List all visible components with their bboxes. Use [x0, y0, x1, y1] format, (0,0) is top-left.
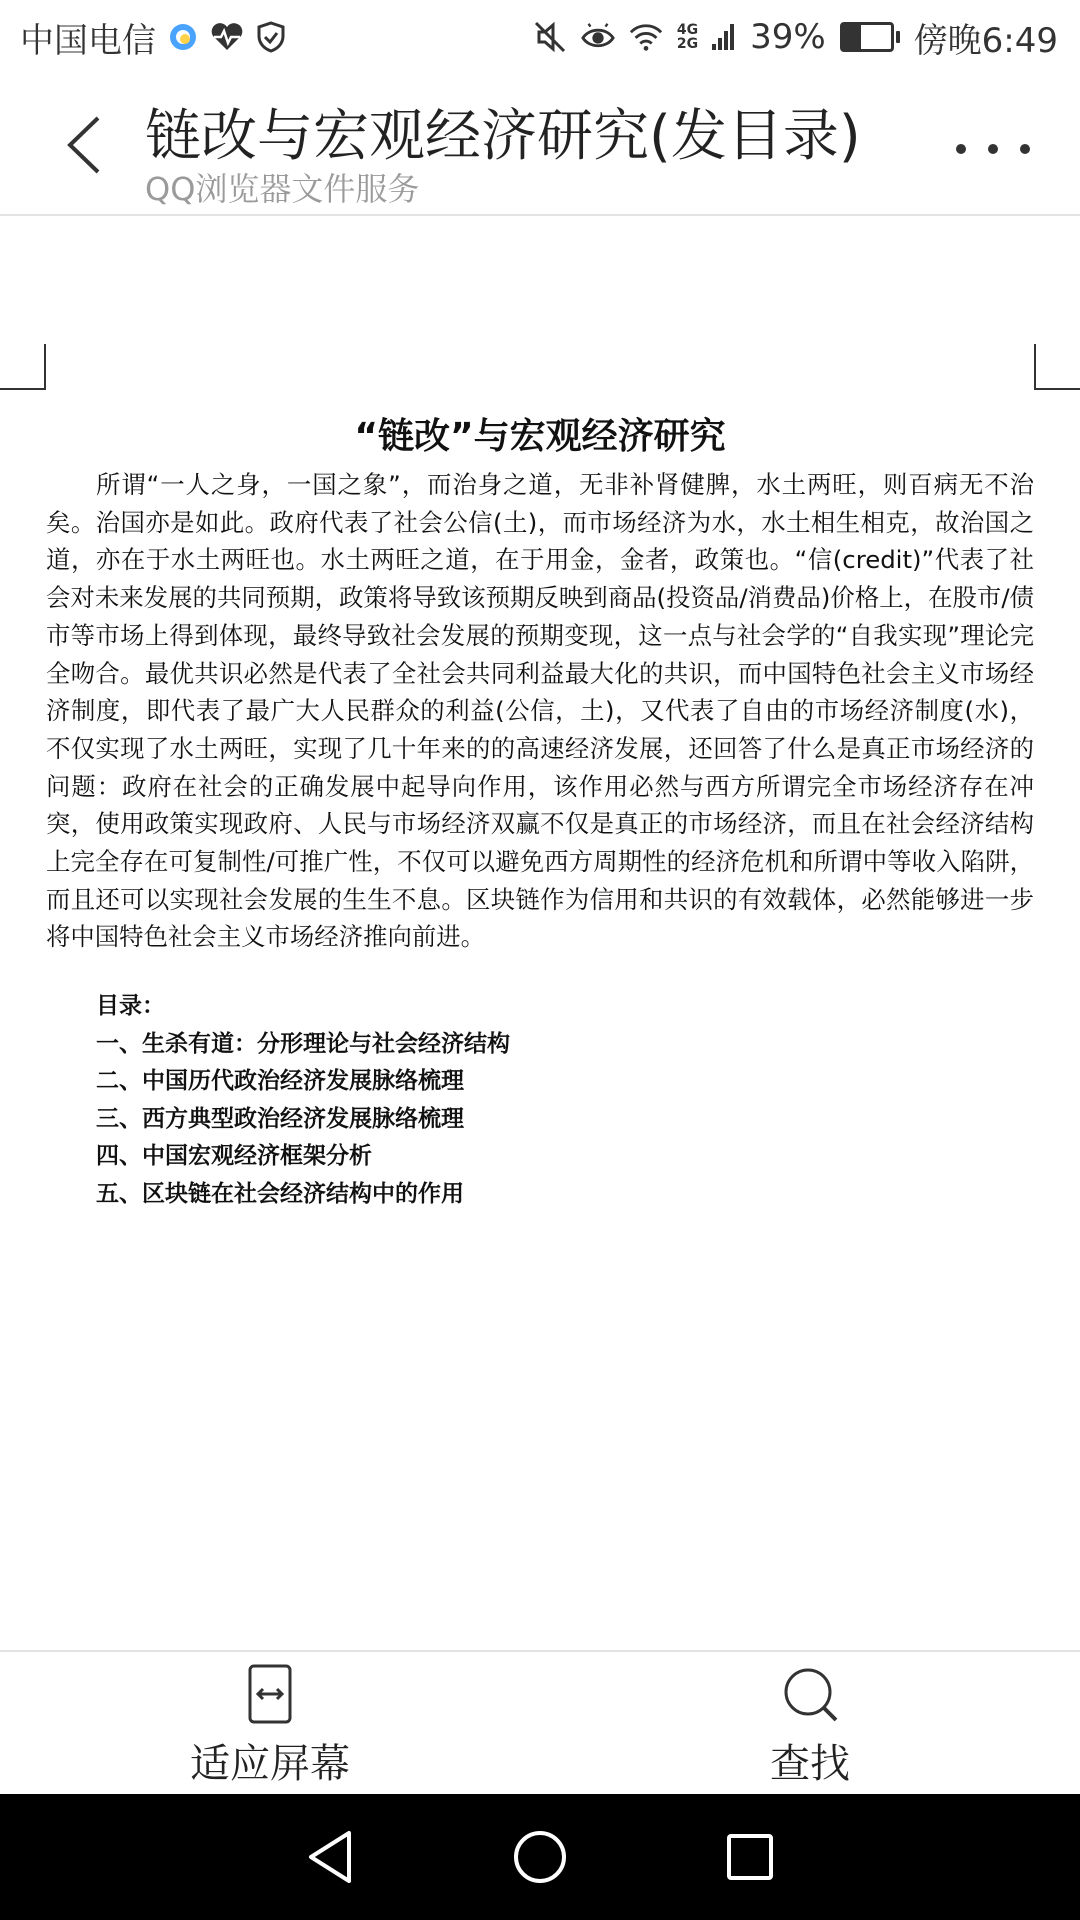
page-subtitle: QQ浏览器文件服务 — [145, 170, 420, 208]
battery-percent: 39% — [750, 17, 826, 57]
more-dot-icon — [988, 144, 998, 154]
toc-item: 三、西方典型政治经济发展脉络梳理 — [96, 1105, 464, 1132]
heart-icon — [210, 20, 244, 54]
shield-check-icon — [254, 20, 288, 54]
page-title: 链改与宏观经济研究(发目录) — [145, 104, 861, 169]
crop-mark-right — [1034, 344, 1080, 390]
document-title: “链改”与宏观经济研究 — [354, 416, 726, 457]
status-bar — [0, 0, 1080, 74]
browser-icon — [166, 20, 200, 54]
square-recents-icon — [725, 1832, 775, 1882]
more-dot-icon — [1020, 144, 1030, 154]
eye-icon — [581, 20, 615, 54]
table-of-contents — [96, 988, 510, 1213]
battery-cap — [896, 31, 900, 43]
more-menu-button[interactable] — [956, 129, 1030, 169]
nav-back-button[interactable] — [300, 1827, 360, 1887]
more-dot-icon — [956, 144, 966, 154]
find-button[interactable] — [700, 1662, 920, 1792]
signal-icon — [712, 20, 736, 54]
network-2g: 2G — [676, 36, 699, 52]
triangle-back-icon — [305, 1829, 355, 1885]
system-nav-bar — [0, 1794, 1080, 1920]
back-button[interactable] — [56, 110, 116, 180]
mute-icon — [533, 20, 567, 54]
network-badge — [677, 23, 698, 51]
nav-recents-button[interactable] — [720, 1827, 780, 1887]
status-left — [0, 13, 288, 62]
bottom-toolbar — [0, 1650, 1080, 1794]
crop-mark-left — [0, 344, 46, 390]
fit-screen-button[interactable] — [160, 1662, 380, 1792]
battery-icon — [840, 22, 900, 52]
toc-heading: 目录： — [96, 993, 165, 1019]
find-label: 查找 — [770, 1741, 850, 1787]
toc-item: 二、中国历代政治经济发展脉络梳理 — [96, 1068, 464, 1094]
circle-home-icon — [512, 1829, 568, 1885]
toc-item: 一、生杀有道：分形理论与社会经济结构 — [96, 1030, 510, 1057]
fit-screen-icon — [246, 1662, 294, 1726]
toc-item: 四、中国宏观经济框架分析 — [96, 1143, 372, 1169]
carrier-label: 中国电信 — [20, 20, 156, 61]
document-paragraph: 所谓“一人之身，一国之象”，而治身之道，无非补肾健脾，水土两旺，则百病无不治矣。治国亦是如此。政府代表了社会公信(土)，而市场经济为水，水土相生相克，故治国之道，亦在于水土两旺也。水土两旺之道，在于用金，金者，政策也。“信(credit)”代表了社会对未来发展的共同预期，政策将导致该预期反映到商品(投资品/消费品)价格上，在股市/债市等市场上得到体现，最终导致社会发展的预期变现，这一点与社会学的“自我实现”理论完全吻合。最优共识必然是代表了全社会共同利益最大化的共识，而中国特色社会主义市场经济制度，即代表了最广大人民群众的利益(公信，土)，又代表了自由的市场经济制度(水)，不仅实现了水土两旺，实现了几十年来的的高速经济发展，还回答了什么是真正市场经济的问题：政府在社会的正确发展中起导向作用，该作用必然与西方所谓完全市场经济存在冲突，使用政策实现政府、人民与市场经济双赢不仅是真正的市场经济，而且在社会经济结构上完全存在可复制性/可推广性，不仅可以避免西方周期性的经济危机和所谓中等收入陷阱，而且还可以实现社会发展的生生不息。区块链作为信用和共识的有效载体，必然能够进一步将中国特色社会主义市场经济推向前进。 — [46, 470, 1034, 952]
status-right — [533, 13, 1080, 62]
battery-body — [840, 22, 894, 52]
wifi-icon — [629, 20, 663, 54]
chevron-left-icon — [56, 110, 116, 180]
document-view[interactable] — [0, 216, 1080, 1650]
app-header — [0, 74, 1080, 216]
fit-screen-label: 适应屏幕 — [190, 1741, 350, 1787]
clock: 傍晚6:49 — [913, 20, 1058, 61]
toc-item: 五、区块链在社会经济结构中的作用 — [96, 1180, 464, 1207]
battery-fill — [843, 25, 862, 49]
search-icon — [780, 1662, 840, 1726]
nav-home-button[interactable] — [510, 1827, 570, 1887]
network-4g: 4G — [676, 22, 699, 38]
